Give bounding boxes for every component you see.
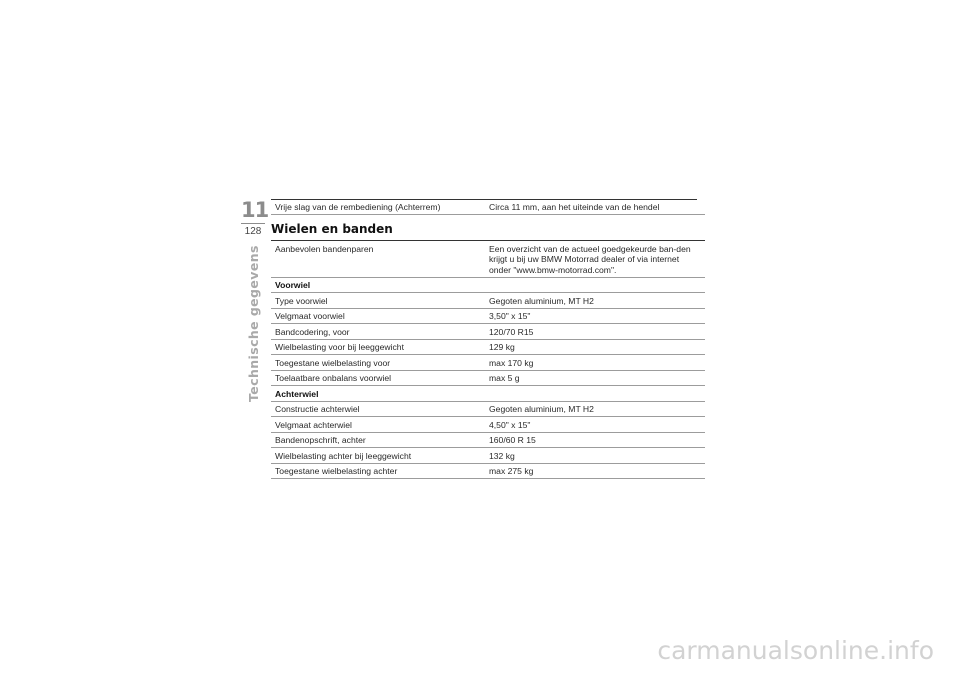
row-label: Bandcodering, voor (271, 324, 485, 340)
row-value: 4,50" x 15" (485, 417, 705, 433)
row-value: 129 kg (485, 339, 705, 355)
row-label: Bandenopschrift, achter (271, 432, 485, 448)
table-row (271, 293, 705, 309)
group-heading-front (271, 277, 705, 293)
table-row (271, 308, 705, 324)
row-value: 160/60 R 15 (485, 432, 705, 448)
row-label: Vrije slag van de rembediening (Achterrem) (271, 199, 485, 214)
row-label: Toegestane wielbelasting voor (271, 355, 485, 371)
row-label: Toelaatbare onbalans voorwiel (271, 370, 485, 386)
table-row (271, 324, 705, 340)
row-value: 3,50" x 15" (485, 308, 705, 324)
table-row (271, 370, 705, 386)
table-row (271, 241, 705, 278)
row-label: Type voorwiel (271, 293, 485, 309)
row-label: Constructie achterwiel (271, 401, 485, 417)
row-label: Toegestane wielbelasting achter (271, 463, 485, 479)
row-value: 132 kg (485, 448, 705, 464)
table-row (271, 417, 705, 433)
row-value: Gegoten aluminium, MT H2 (485, 401, 705, 417)
row-label: Wielbelasting achter bij leeggewicht (271, 448, 485, 464)
row-value: max 170 kg (485, 355, 705, 371)
table-row (271, 432, 705, 448)
row-value: Circa 11 mm, aan het uiteinde van de hendel (485, 199, 705, 214)
group-heading: Achterwiel (271, 386, 705, 402)
chapter-divider (241, 223, 265, 224)
table-row (271, 355, 705, 371)
row-value: 120/70 R15 (485, 324, 705, 340)
table-row (271, 463, 705, 479)
row-label: Wielbelasting voor bij leeggewicht (271, 339, 485, 355)
intro-table (271, 199, 697, 215)
row-value: Gegoten aluminium, MT H2 (485, 293, 705, 309)
section-title: Wielen en banden (271, 222, 393, 236)
row-value: max 275 kg (485, 463, 705, 479)
table-row (271, 339, 705, 355)
row-value: Een overzicht van de actueel goedgekeurde ban-den krijgt u bij uw BMW Motorrad dealer of via internet onder "www.bmw-motorrad.com". (485, 241, 705, 278)
page-number: 128 (244, 226, 262, 237)
specs-table (271, 240, 697, 479)
row-label: Velgmaat voorwiel (271, 308, 485, 324)
chapter-number: 11 (241, 198, 269, 222)
table-row (271, 448, 705, 464)
group-heading: Voorwiel (271, 277, 705, 293)
row-value: max 5 g (485, 370, 705, 386)
row-label: Aanbevolen bandenparen (271, 241, 485, 278)
row-label: Velgmaat achterwiel (271, 417, 485, 433)
group-heading-rear (271, 386, 705, 402)
table-row (271, 199, 705, 214)
table-row (271, 401, 705, 417)
chapter-title: Technische gegevens (246, 245, 261, 402)
watermark: carmanualsonline.info (657, 636, 934, 665)
